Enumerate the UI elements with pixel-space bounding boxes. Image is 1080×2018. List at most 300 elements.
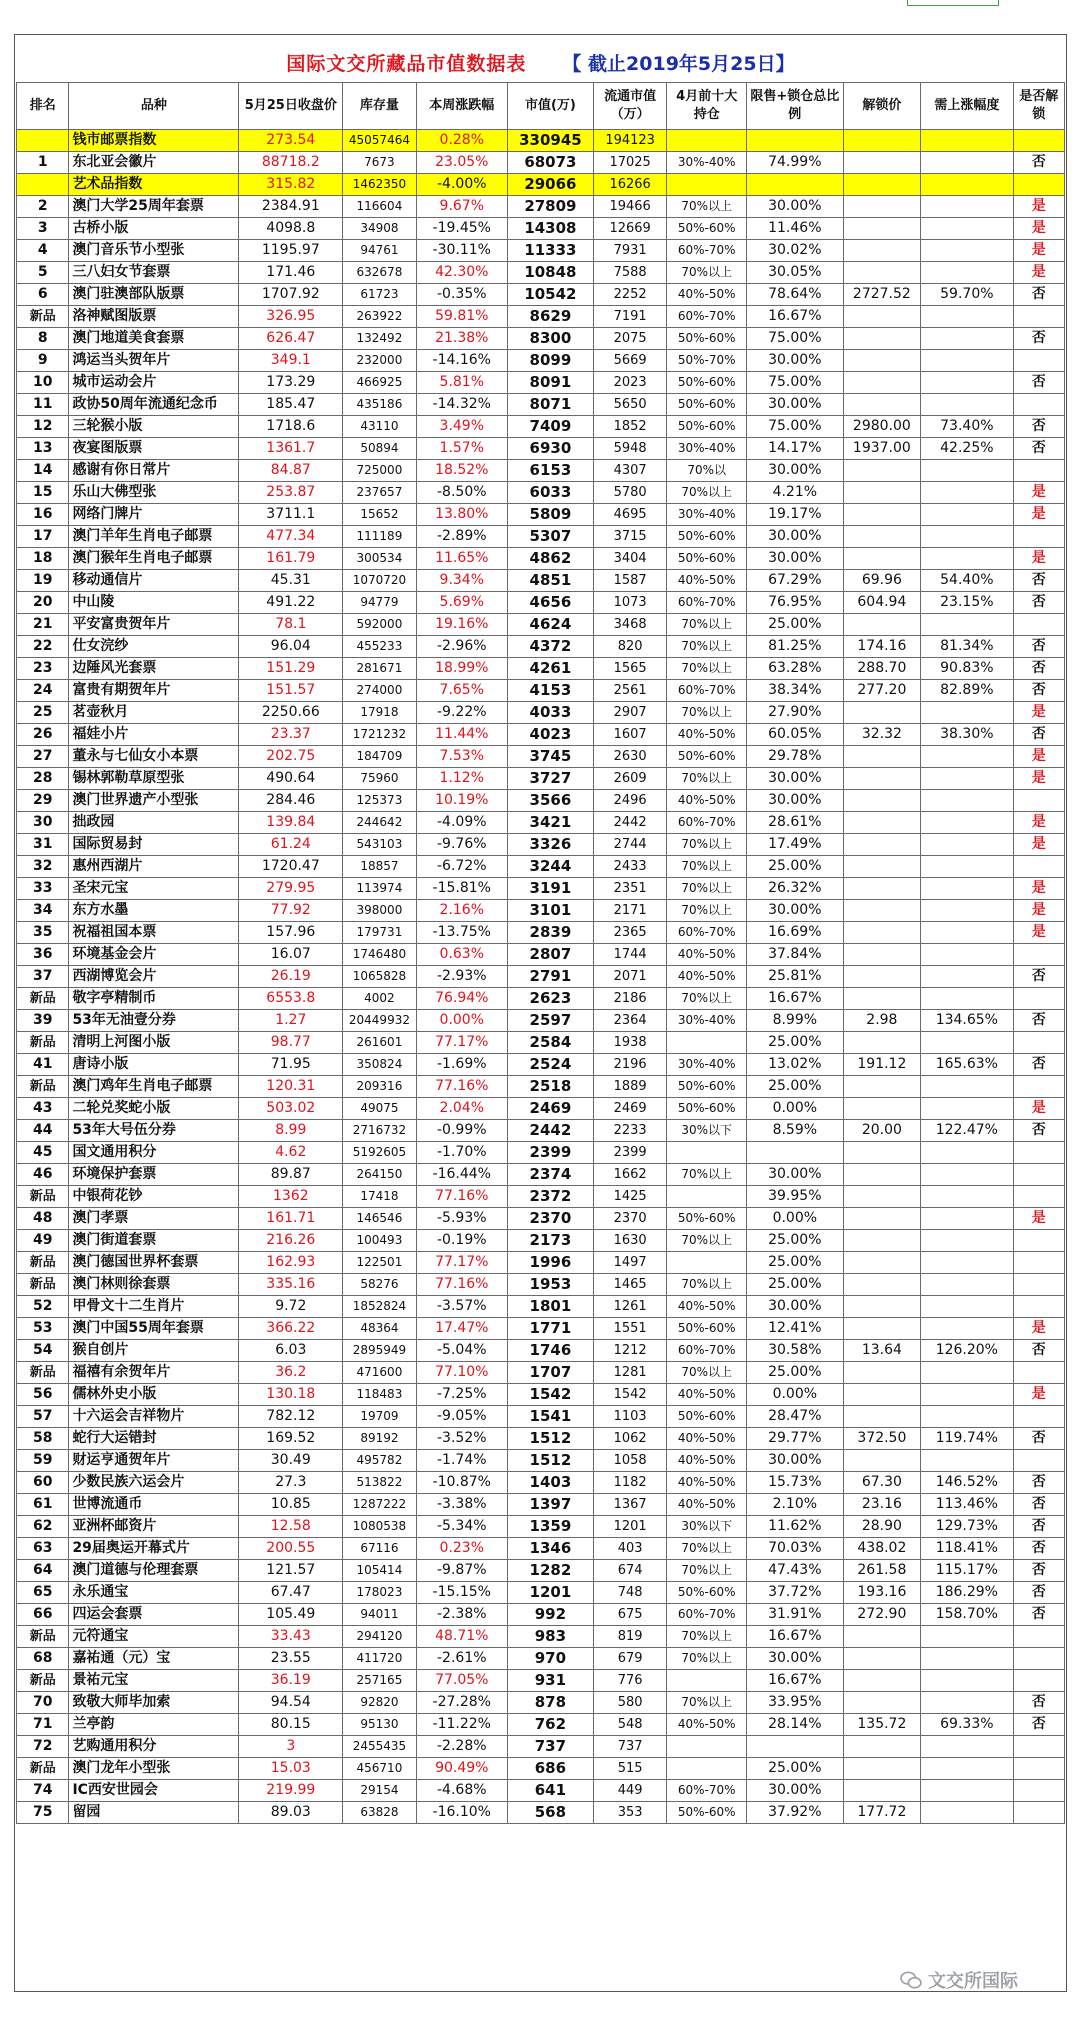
rise-needed-cell (921, 988, 1013, 1010)
table-row (17, 724, 1065, 746)
stock-cell: 58276 (343, 1274, 416, 1296)
rank-cell: 63 (17, 1538, 69, 1560)
stock-cell: 261601 (343, 1032, 416, 1054)
unlock-price-cell (843, 262, 921, 284)
close-price-cell: 96.04 (239, 636, 343, 658)
table-row (17, 966, 1065, 988)
unlocked-cell (1013, 988, 1065, 1010)
stock-cell: 146546 (343, 1208, 416, 1230)
unlocked-cell (1013, 1252, 1065, 1274)
float-cap-cell: 4307 (593, 460, 666, 482)
close-price-cell: 139.84 (239, 812, 343, 834)
unlock-price-cell (843, 394, 921, 416)
stock-cell: 49075 (343, 1098, 416, 1120)
rank-cell: 新品 (17, 1186, 69, 1208)
rank-cell: 36 (17, 944, 69, 966)
name-cell: 祝福祖国本票 (69, 922, 239, 944)
stock-cell: 94011 (343, 1604, 416, 1626)
rank-cell: 65 (17, 1582, 69, 1604)
lock-ratio-cell: 8.59% (747, 1120, 844, 1142)
rise-needed-cell (921, 1076, 1013, 1098)
market-cap-cell: 2524 (507, 1054, 593, 1076)
lock-ratio-cell: 8.99% (747, 1010, 844, 1032)
rise-needed-cell (921, 1318, 1013, 1340)
name-cell: 西湖博览会片 (69, 966, 239, 988)
change-cell: -5.93% (416, 1208, 507, 1230)
rank-cell: 29 (17, 790, 69, 812)
market-cap-cell: 10848 (507, 262, 593, 284)
float-cap-cell: 1425 (593, 1186, 666, 1208)
top-holders-cell: 40%-50% (667, 284, 747, 306)
table-row (17, 284, 1065, 306)
table-row (17, 1692, 1065, 1714)
rank-cell: 新品 (17, 1626, 69, 1648)
top-holders-cell: 30%以下 (667, 1120, 747, 1142)
header-unlock-price: 解锁价 (843, 83, 921, 130)
market-cap-cell: 1771 (507, 1318, 593, 1340)
change-cell: 77.16% (416, 1186, 507, 1208)
rank-cell: 41 (17, 1054, 69, 1076)
float-cap-cell: 776 (593, 1670, 666, 1692)
lock-ratio-cell: 0.00% (747, 1384, 844, 1406)
unlock-price-cell: 67.30 (843, 1472, 921, 1494)
close-price-cell: 89.03 (239, 1802, 343, 1824)
stock-cell: 75960 (343, 768, 416, 790)
market-cap-cell: 686 (507, 1758, 593, 1780)
market-cap-cell: 29066 (507, 174, 593, 196)
close-price-cell: 4.62 (239, 1142, 343, 1164)
table-row (17, 900, 1065, 922)
unlocked-cell: 是 (1013, 900, 1065, 922)
unlock-price-cell (843, 1186, 921, 1208)
table-row (17, 1054, 1065, 1076)
lock-ratio-cell: 81.25% (747, 636, 844, 658)
float-cap-cell: 16266 (593, 174, 666, 196)
stock-cell: 179731 (343, 922, 416, 944)
stock-cell: 125373 (343, 790, 416, 812)
unlocked-cell: 是 (1013, 1098, 1065, 1120)
top-holders-cell (667, 1758, 747, 1780)
rise-needed-cell (921, 1032, 1013, 1054)
close-price-cell: 1.27 (239, 1010, 343, 1032)
market-cap-cell: 970 (507, 1648, 593, 1670)
lock-ratio-cell: 76.95% (747, 592, 844, 614)
change-cell: -27.28% (416, 1692, 507, 1714)
unlocked-cell: 否 (1013, 966, 1065, 988)
float-cap-cell: 2496 (593, 790, 666, 812)
float-cap-cell: 7931 (593, 240, 666, 262)
table-title-row (16, 44, 1065, 80)
table-row (17, 394, 1065, 416)
unlocked-cell: 否 (1013, 1604, 1065, 1626)
float-cap-cell: 1367 (593, 1494, 666, 1516)
table-row (17, 328, 1065, 350)
table-row (17, 1340, 1065, 1362)
float-cap-cell: 820 (593, 636, 666, 658)
lock-ratio-cell: 33.95% (747, 1692, 844, 1714)
stock-cell: 1746480 (343, 944, 416, 966)
float-cap-cell: 2433 (593, 856, 666, 878)
stock-cell: 105414 (343, 1560, 416, 1582)
lock-ratio-cell: 30.02% (747, 240, 844, 262)
close-price-cell: 2250.66 (239, 702, 343, 724)
top-holders-cell: 70%以上 (667, 614, 747, 636)
unlock-price-cell (843, 1252, 921, 1274)
stock-cell: 294120 (343, 1626, 416, 1648)
rise-needed-cell (921, 856, 1013, 878)
unlock-price-cell (843, 240, 921, 262)
lock-ratio-cell: 75.00% (747, 372, 844, 394)
rise-needed-cell (921, 1362, 1013, 1384)
float-cap-cell: 1662 (593, 1164, 666, 1186)
unlock-price-cell: 277.20 (843, 680, 921, 702)
rank-cell: 14 (17, 460, 69, 482)
stock-cell: 67116 (343, 1538, 416, 1560)
name-cell: 53年大号伍分券 (69, 1120, 239, 1142)
unlock-price-cell: 20.00 (843, 1120, 921, 1142)
top-holders-cell: 30%以下 (667, 1516, 747, 1538)
table-row (17, 1736, 1065, 1758)
close-price-cell: 67.47 (239, 1582, 343, 1604)
market-cap-cell: 2518 (507, 1076, 593, 1098)
stock-cell: 50894 (343, 438, 416, 460)
close-price-cell: 490.64 (239, 768, 343, 790)
close-price-cell: 200.55 (239, 1538, 343, 1560)
top-holders-cell: 70%以上 (667, 702, 747, 724)
table-row (17, 1648, 1065, 1670)
unlocked-cell: 否 (1013, 1428, 1065, 1450)
name-cell: 三轮猴小版 (69, 416, 239, 438)
rank-cell (17, 130, 69, 152)
top-holders-cell: 50%-60% (667, 526, 747, 548)
lock-ratio-cell: 28.14% (747, 1714, 844, 1736)
market-cap-cell: 3727 (507, 768, 593, 790)
top-holders-cell: 50%-60% (667, 1802, 747, 1824)
close-price-cell: 3711.1 (239, 504, 343, 526)
top-holders-cell: 40%-50% (667, 570, 747, 592)
lock-ratio-cell: 4.21% (747, 482, 844, 504)
table-row (17, 636, 1065, 658)
rise-needed-cell (921, 174, 1013, 196)
rank-cell: 23 (17, 658, 69, 680)
table-row (17, 878, 1065, 900)
unlock-price-cell (843, 1296, 921, 1318)
rank-cell: 11 (17, 394, 69, 416)
lock-ratio-cell: 30.00% (747, 526, 844, 548)
name-cell: 猴自创片 (69, 1340, 239, 1362)
close-price-cell: 3 (239, 1736, 343, 1758)
table-row (17, 1450, 1065, 1472)
rank-cell: 54 (17, 1340, 69, 1362)
close-price-cell: 15.03 (239, 1758, 343, 1780)
lock-ratio-cell: 29.78% (747, 746, 844, 768)
unlock-price-cell: 2727.52 (843, 284, 921, 306)
float-cap-cell: 2630 (593, 746, 666, 768)
name-cell: 清明上河图小版 (69, 1032, 239, 1054)
unlocked-cell: 否 (1013, 1582, 1065, 1604)
rank-cell: 16 (17, 504, 69, 526)
unlocked-cell: 是 (1013, 1208, 1065, 1230)
unlocked-cell: 是 (1013, 240, 1065, 262)
market-cap-cell: 4372 (507, 636, 593, 658)
table-row (17, 1142, 1065, 1164)
rank-cell: 37 (17, 966, 69, 988)
table-body (17, 130, 1065, 1824)
unlocked-cell: 是 (1013, 922, 1065, 944)
table-row (17, 746, 1065, 768)
unlocked-cell: 否 (1013, 570, 1065, 592)
rank-cell: 21 (17, 614, 69, 636)
rise-needed-cell (921, 812, 1013, 834)
top-holders-cell: 70%以上 (667, 1230, 747, 1252)
rise-needed-cell (921, 548, 1013, 570)
unlocked-cell (1013, 614, 1065, 636)
name-cell: 城市运动会片 (69, 372, 239, 394)
top-holders-cell: 70%以上 (667, 482, 747, 504)
float-cap-cell: 1889 (593, 1076, 666, 1098)
table-row (17, 658, 1065, 680)
stock-cell: 244642 (343, 812, 416, 834)
change-cell: -1.70% (416, 1142, 507, 1164)
lock-ratio-cell: 30.00% (747, 460, 844, 482)
unlocked-cell (1013, 1274, 1065, 1296)
unlocked-cell: 否 (1013, 636, 1065, 658)
name-cell: 澳门驻澳部队版票 (69, 284, 239, 306)
unlock-price-cell: 604.94 (843, 592, 921, 614)
close-price-cell: 88718.2 (239, 152, 343, 174)
close-price-cell: 219.99 (239, 1780, 343, 1802)
float-cap-cell: 1261 (593, 1296, 666, 1318)
stock-cell: 17918 (343, 702, 416, 724)
top-holders-cell: 40%-50% (667, 1494, 747, 1516)
change-cell: -4.00% (416, 174, 507, 196)
name-cell: 留园 (69, 1802, 239, 1824)
change-cell: -15.81% (416, 878, 507, 900)
change-cell: -5.04% (416, 1340, 507, 1362)
rise-needed-cell (921, 1670, 1013, 1692)
top-holders-cell: 70%以上 (667, 1362, 747, 1384)
table-row (17, 1626, 1065, 1648)
table-row (17, 1758, 1065, 1780)
market-cap-cell: 2173 (507, 1230, 593, 1252)
float-cap-cell: 1587 (593, 570, 666, 592)
stock-cell: 455233 (343, 636, 416, 658)
change-cell: -9.05% (416, 1406, 507, 1428)
unlocked-cell: 否 (1013, 416, 1065, 438)
rise-needed-cell (921, 1296, 1013, 1318)
rise-needed-cell (921, 218, 1013, 240)
rise-needed-cell: 113.46% (921, 1494, 1013, 1516)
rank-cell: 35 (17, 922, 69, 944)
table-row (17, 240, 1065, 262)
rise-needed-cell (921, 130, 1013, 152)
market-cap-cell: 878 (507, 1692, 593, 1714)
table-row (17, 922, 1065, 944)
market-cap-cell: 3745 (507, 746, 593, 768)
name-cell: 澳门道德与伦理套票 (69, 1560, 239, 1582)
header-close: 5月25日收盘价 (239, 83, 343, 130)
change-cell: 2.16% (416, 900, 507, 922)
change-cell: 11.44% (416, 724, 507, 746)
top-holders-cell: 40%-50% (667, 1450, 747, 1472)
name-cell: 澳门音乐节小型张 (69, 240, 239, 262)
unlock-price-cell (843, 328, 921, 350)
name-cell: 锡林郭勒草原型张 (69, 768, 239, 790)
close-price-cell: 202.75 (239, 746, 343, 768)
close-price-cell: 169.52 (239, 1428, 343, 1450)
name-cell: 拙政园 (69, 812, 239, 834)
stock-cell: 94761 (343, 240, 416, 262)
market-cap-cell: 1359 (507, 1516, 593, 1538)
watermark-text: 文交所国际 (928, 1971, 1018, 1992)
lock-ratio-cell: 16.67% (747, 306, 844, 328)
unlock-price-cell: 174.16 (843, 636, 921, 658)
top-holders-cell: 40%-50% (667, 944, 747, 966)
unlock-price-cell (843, 460, 921, 482)
table-row (17, 416, 1065, 438)
unlocked-cell (1013, 1076, 1065, 1098)
unlock-price-cell (843, 130, 921, 152)
stock-cell: 132492 (343, 328, 416, 350)
market-cap-cell: 737 (507, 1736, 593, 1758)
unlock-price-cell (843, 174, 921, 196)
close-price-cell: 77.92 (239, 900, 343, 922)
rank-cell: 新品 (17, 306, 69, 328)
market-cap-cell: 1746 (507, 1340, 593, 1362)
name-cell: 艺购通用积分 (69, 1736, 239, 1758)
unlocked-cell (1013, 1164, 1065, 1186)
float-cap-cell: 2252 (593, 284, 666, 306)
close-price-cell: 1707.92 (239, 284, 343, 306)
unlocked-cell: 否 (1013, 724, 1065, 746)
close-price-cell: 9.72 (239, 1296, 343, 1318)
unlock-price-cell (843, 526, 921, 548)
change-cell: -3.57% (416, 1296, 507, 1318)
name-cell: 中山陵 (69, 592, 239, 614)
name-cell: 东方水墨 (69, 900, 239, 922)
stock-cell: 19709 (343, 1406, 416, 1428)
change-cell: 76.94% (416, 988, 507, 1010)
stock-cell: 543103 (343, 834, 416, 856)
float-cap-cell: 2399 (593, 1142, 666, 1164)
market-cap-cell: 641 (507, 1780, 593, 1802)
rank-cell: 32 (17, 856, 69, 878)
unlock-price-cell: 69.96 (843, 570, 921, 592)
stock-cell: 118483 (343, 1384, 416, 1406)
float-cap-cell: 5948 (593, 438, 666, 460)
rise-needed-cell (921, 834, 1013, 856)
name-cell: 艺术品指数 (69, 174, 239, 196)
unlock-price-cell (843, 1384, 921, 1406)
float-cap-cell: 1201 (593, 1516, 666, 1538)
close-price-cell: 89.87 (239, 1164, 343, 1186)
stock-cell: 45057464 (343, 130, 416, 152)
rise-needed-cell (921, 900, 1013, 922)
close-price-cell: 366.22 (239, 1318, 343, 1340)
float-cap-cell: 1058 (593, 1450, 666, 1472)
rank-cell: 45 (17, 1142, 69, 1164)
name-cell: 网络门牌片 (69, 504, 239, 526)
lock-ratio-cell: 30.00% (747, 394, 844, 416)
lock-ratio-cell: 70.03% (747, 1538, 844, 1560)
rank-cell: 10 (17, 372, 69, 394)
name-cell: 澳门羊年生肖电子邮票 (69, 526, 239, 548)
market-cap-cell: 2623 (507, 988, 593, 1010)
change-cell: -16.10% (416, 1802, 507, 1824)
top-holders-cell: 60%-70% (667, 922, 747, 944)
market-cap-cell: 8300 (507, 328, 593, 350)
change-cell: 1.12% (416, 768, 507, 790)
table-row (17, 1384, 1065, 1406)
rise-needed-cell (921, 152, 1013, 174)
close-price-cell: 33.43 (239, 1626, 343, 1648)
lock-ratio-cell: 31.91% (747, 1604, 844, 1626)
float-cap-cell: 748 (593, 1582, 666, 1604)
close-price-cell: 151.57 (239, 680, 343, 702)
close-price-cell: 273.54 (239, 130, 343, 152)
close-price-cell: 253.87 (239, 482, 343, 504)
float-cap-cell: 5669 (593, 350, 666, 372)
unlocked-cell (1013, 1648, 1065, 1670)
float-cap-cell: 1465 (593, 1274, 666, 1296)
rise-needed-cell (921, 328, 1013, 350)
lock-ratio-cell: 2.10% (747, 1494, 844, 1516)
rank-cell: 5 (17, 262, 69, 284)
float-cap-cell: 2561 (593, 680, 666, 702)
market-cap-cell: 568 (507, 1802, 593, 1824)
rank-cell: 59 (17, 1450, 69, 1472)
market-cap-cell: 992 (507, 1604, 593, 1626)
rise-needed-cell: 81.34% (921, 636, 1013, 658)
rank-cell: 46 (17, 1164, 69, 1186)
market-cap-cell: 1996 (507, 1252, 593, 1274)
header-top-holders: 4月前十大持仓 (667, 83, 747, 130)
market-cap-cell: 2807 (507, 944, 593, 966)
market-cap-cell: 11333 (507, 240, 593, 262)
rank-cell: 70 (17, 1692, 69, 1714)
top-holders-cell: 60%-70% (667, 240, 747, 262)
rank-cell: 62 (17, 1516, 69, 1538)
top-holders-cell: 50%-60% (667, 746, 747, 768)
name-cell: 澳门中国55周年套票 (69, 1318, 239, 1340)
close-price-cell: 349.1 (239, 350, 343, 372)
unlock-price-cell: 2.98 (843, 1010, 921, 1032)
stock-cell: 281671 (343, 658, 416, 680)
rise-needed-cell (921, 702, 1013, 724)
unlocked-cell: 是 (1013, 262, 1065, 284)
float-cap-cell: 2744 (593, 834, 666, 856)
rise-needed-cell (921, 1626, 1013, 1648)
float-cap-cell: 7588 (593, 262, 666, 284)
top-holders-cell: 40%-50% (667, 1296, 747, 1318)
float-cap-cell: 1212 (593, 1340, 666, 1362)
market-cap-cell: 2399 (507, 1142, 593, 1164)
rise-needed-cell (921, 196, 1013, 218)
float-cap-cell: 194123 (593, 130, 666, 152)
lock-ratio-cell: 25.00% (747, 1758, 844, 1780)
change-cell: -2.89% (416, 526, 507, 548)
rise-needed-cell (921, 1142, 1013, 1164)
name-cell: 甲骨文十二生肖片 (69, 1296, 239, 1318)
unlocked-cell: 否 (1013, 1120, 1065, 1142)
name-cell: 古桥小版 (69, 218, 239, 240)
lock-ratio-cell: 25.00% (747, 1362, 844, 1384)
rank-cell: 61 (17, 1494, 69, 1516)
rise-needed-cell (921, 768, 1013, 790)
float-cap-cell: 1182 (593, 1472, 666, 1494)
header-float-cap: 流通市值（万） (593, 83, 666, 130)
name-cell: 鸿运当头贺年片 (69, 350, 239, 372)
